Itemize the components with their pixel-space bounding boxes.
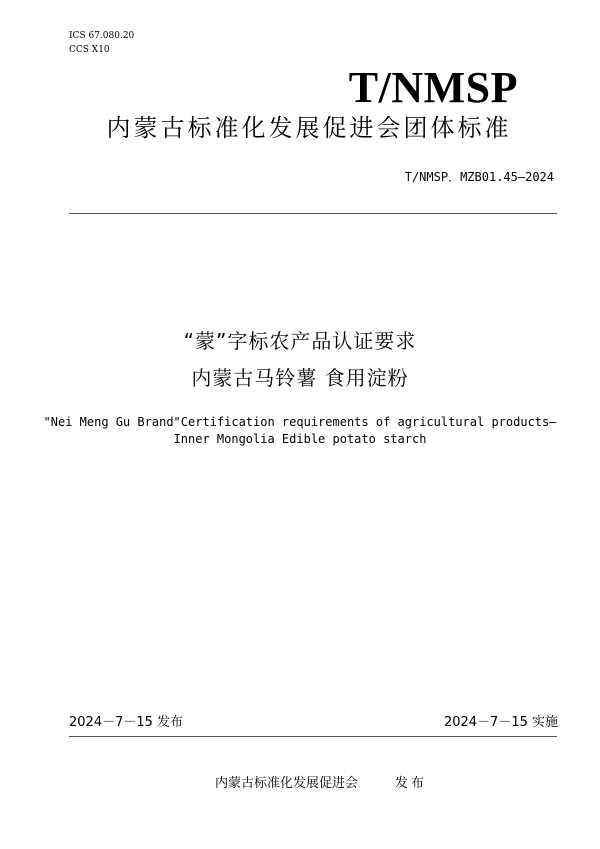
ics-classification: ICS 67.080.20 [69,31,135,41]
title-cn-line1: “蒙”字标农产品认证要求 [183,329,417,353]
ccs-classification: CCS X10 [69,45,110,55]
implement-date: 2024－7－15 实施 [443,715,558,730]
standard-code-logo: T/NMSP [348,63,518,112]
footer-divider [69,736,557,737]
header-divider [69,213,557,214]
issue-label: 发布 [395,776,428,791]
standard-type-heading: 内蒙古标准化发展促进会团体标准 [106,114,512,142]
title-en-line2: Inner Mongolia Edible potato starch [173,432,427,446]
document-number: T/NMSP．MZB01.45—2024 [404,170,554,184]
publish-date: 2024－7－15 发布 [69,715,184,730]
issuing-organization: 内蒙古标准化发展促进会 [215,776,359,791]
title-en-line1: "Nei Meng Gu Brand"Certification requirements of agricultural products— [43,415,557,429]
title-cn-line2: 内蒙古马铃薯 食用淀粉 [191,366,409,390]
